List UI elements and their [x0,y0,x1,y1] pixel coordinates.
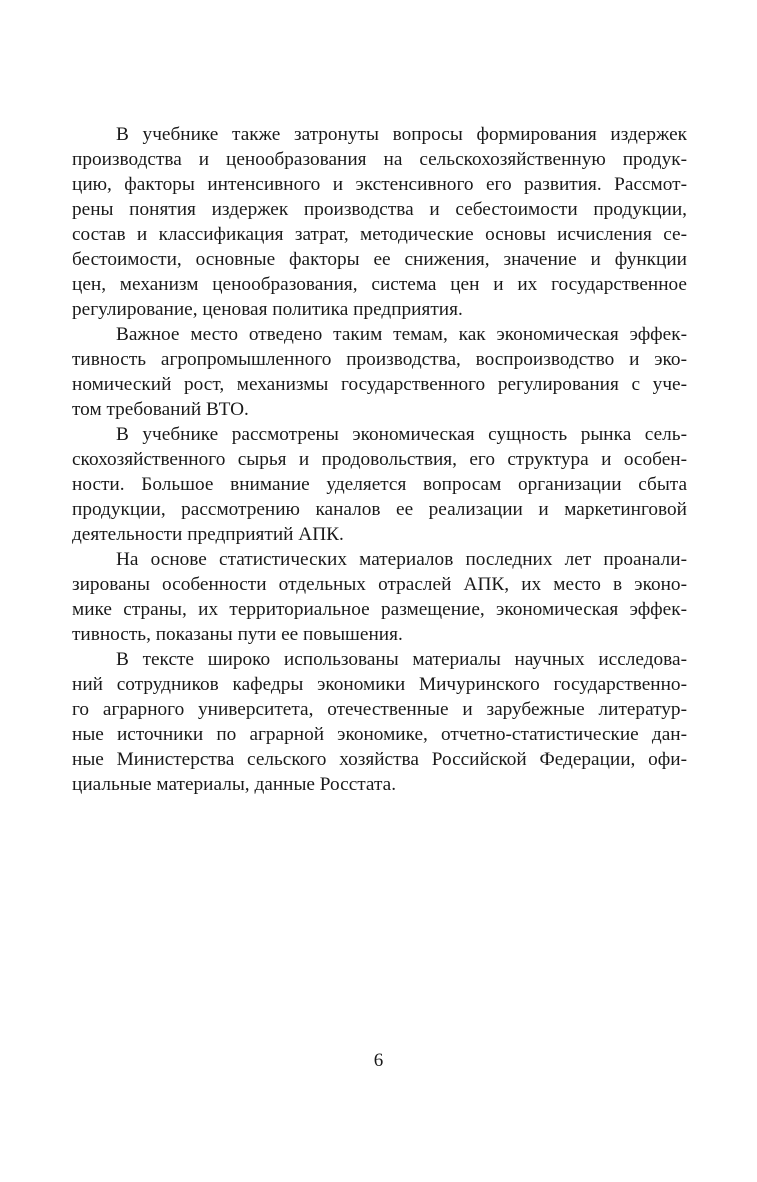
text-line: продукции, рассмотрению каналов ее реализации и маркетинговой [72,499,687,520]
text-line: деятельности предприятий АПК. [72,524,344,545]
text-line: тивность агропромышленного производства, воспроизводство и эко- [72,349,687,370]
text-line: ные Министерства сельского хозяйства Российской Федерации, офи- [72,749,687,770]
text-line: В учебнике рассмотрены экономическая сущность рынка сель- [116,424,687,445]
text-line: В учебнике также затронуты вопросы формирования издержек [116,124,687,145]
text-line: ний сотрудников кафедры экономики Мичуринского государственно- [72,674,687,695]
text-line: циальные материалы, данные Росстата. [72,774,397,795]
text-line: Важное место отведено таким темам, как экономическая эффек- [116,324,687,345]
paragraph-1 [72,122,687,322]
text-line: зированы особенности отдельных отраслей АПК, их место в эконо- [72,574,687,595]
text-line: цию, факторы интенсивного и экстенсивного его развития. Рассмот- [72,174,687,195]
text-line: состав и классификация затрат, методические основы исчисления се- [72,224,687,245]
text-line: том требований ВТО. [72,399,249,420]
text-line: скохозяйственного сырья и продовольствия, его структура и особен- [72,449,687,470]
paragraph-2 [72,322,687,422]
text-line: На основе статистических материалов последних лет проанали- [116,549,687,570]
text-line: рены понятия издержек производства и себестоимости продукции, [72,199,687,220]
text-line: бестоимости, основные факторы ее снижения, значение и функции [72,249,687,270]
text-line: ности. Большое внимание уделяется вопросам организации сбыта [72,474,687,495]
text-line: цен, механизм ценообразования, система цен и их государственное [72,274,687,295]
text-line: ные источники по аграрной экономике, отчетно-статистические дан- [72,724,687,745]
text-line: номический рост, механизмы государственного регулирования с уче- [72,374,687,395]
body-text [72,122,687,797]
paragraph-5 [72,647,687,797]
text-line: мике страны, их территориальное размещение, экономическая эффек- [72,599,687,620]
page-number: 6 [373,1050,384,1071]
text-line: тивность, показаны пути ее повышения. [72,624,403,645]
text-line: регулирование, ценовая политика предприятия. [72,299,463,320]
paragraph-3 [72,422,687,547]
text-line: В тексте широко использованы материалы научных исследова- [116,649,687,670]
text-line: го аграрного университета, отечественные и зарубежные литератур- [72,699,687,720]
paragraph-4 [72,547,687,647]
text-line: производства и ценообразования на сельскохозяйственную продук- [72,149,687,170]
